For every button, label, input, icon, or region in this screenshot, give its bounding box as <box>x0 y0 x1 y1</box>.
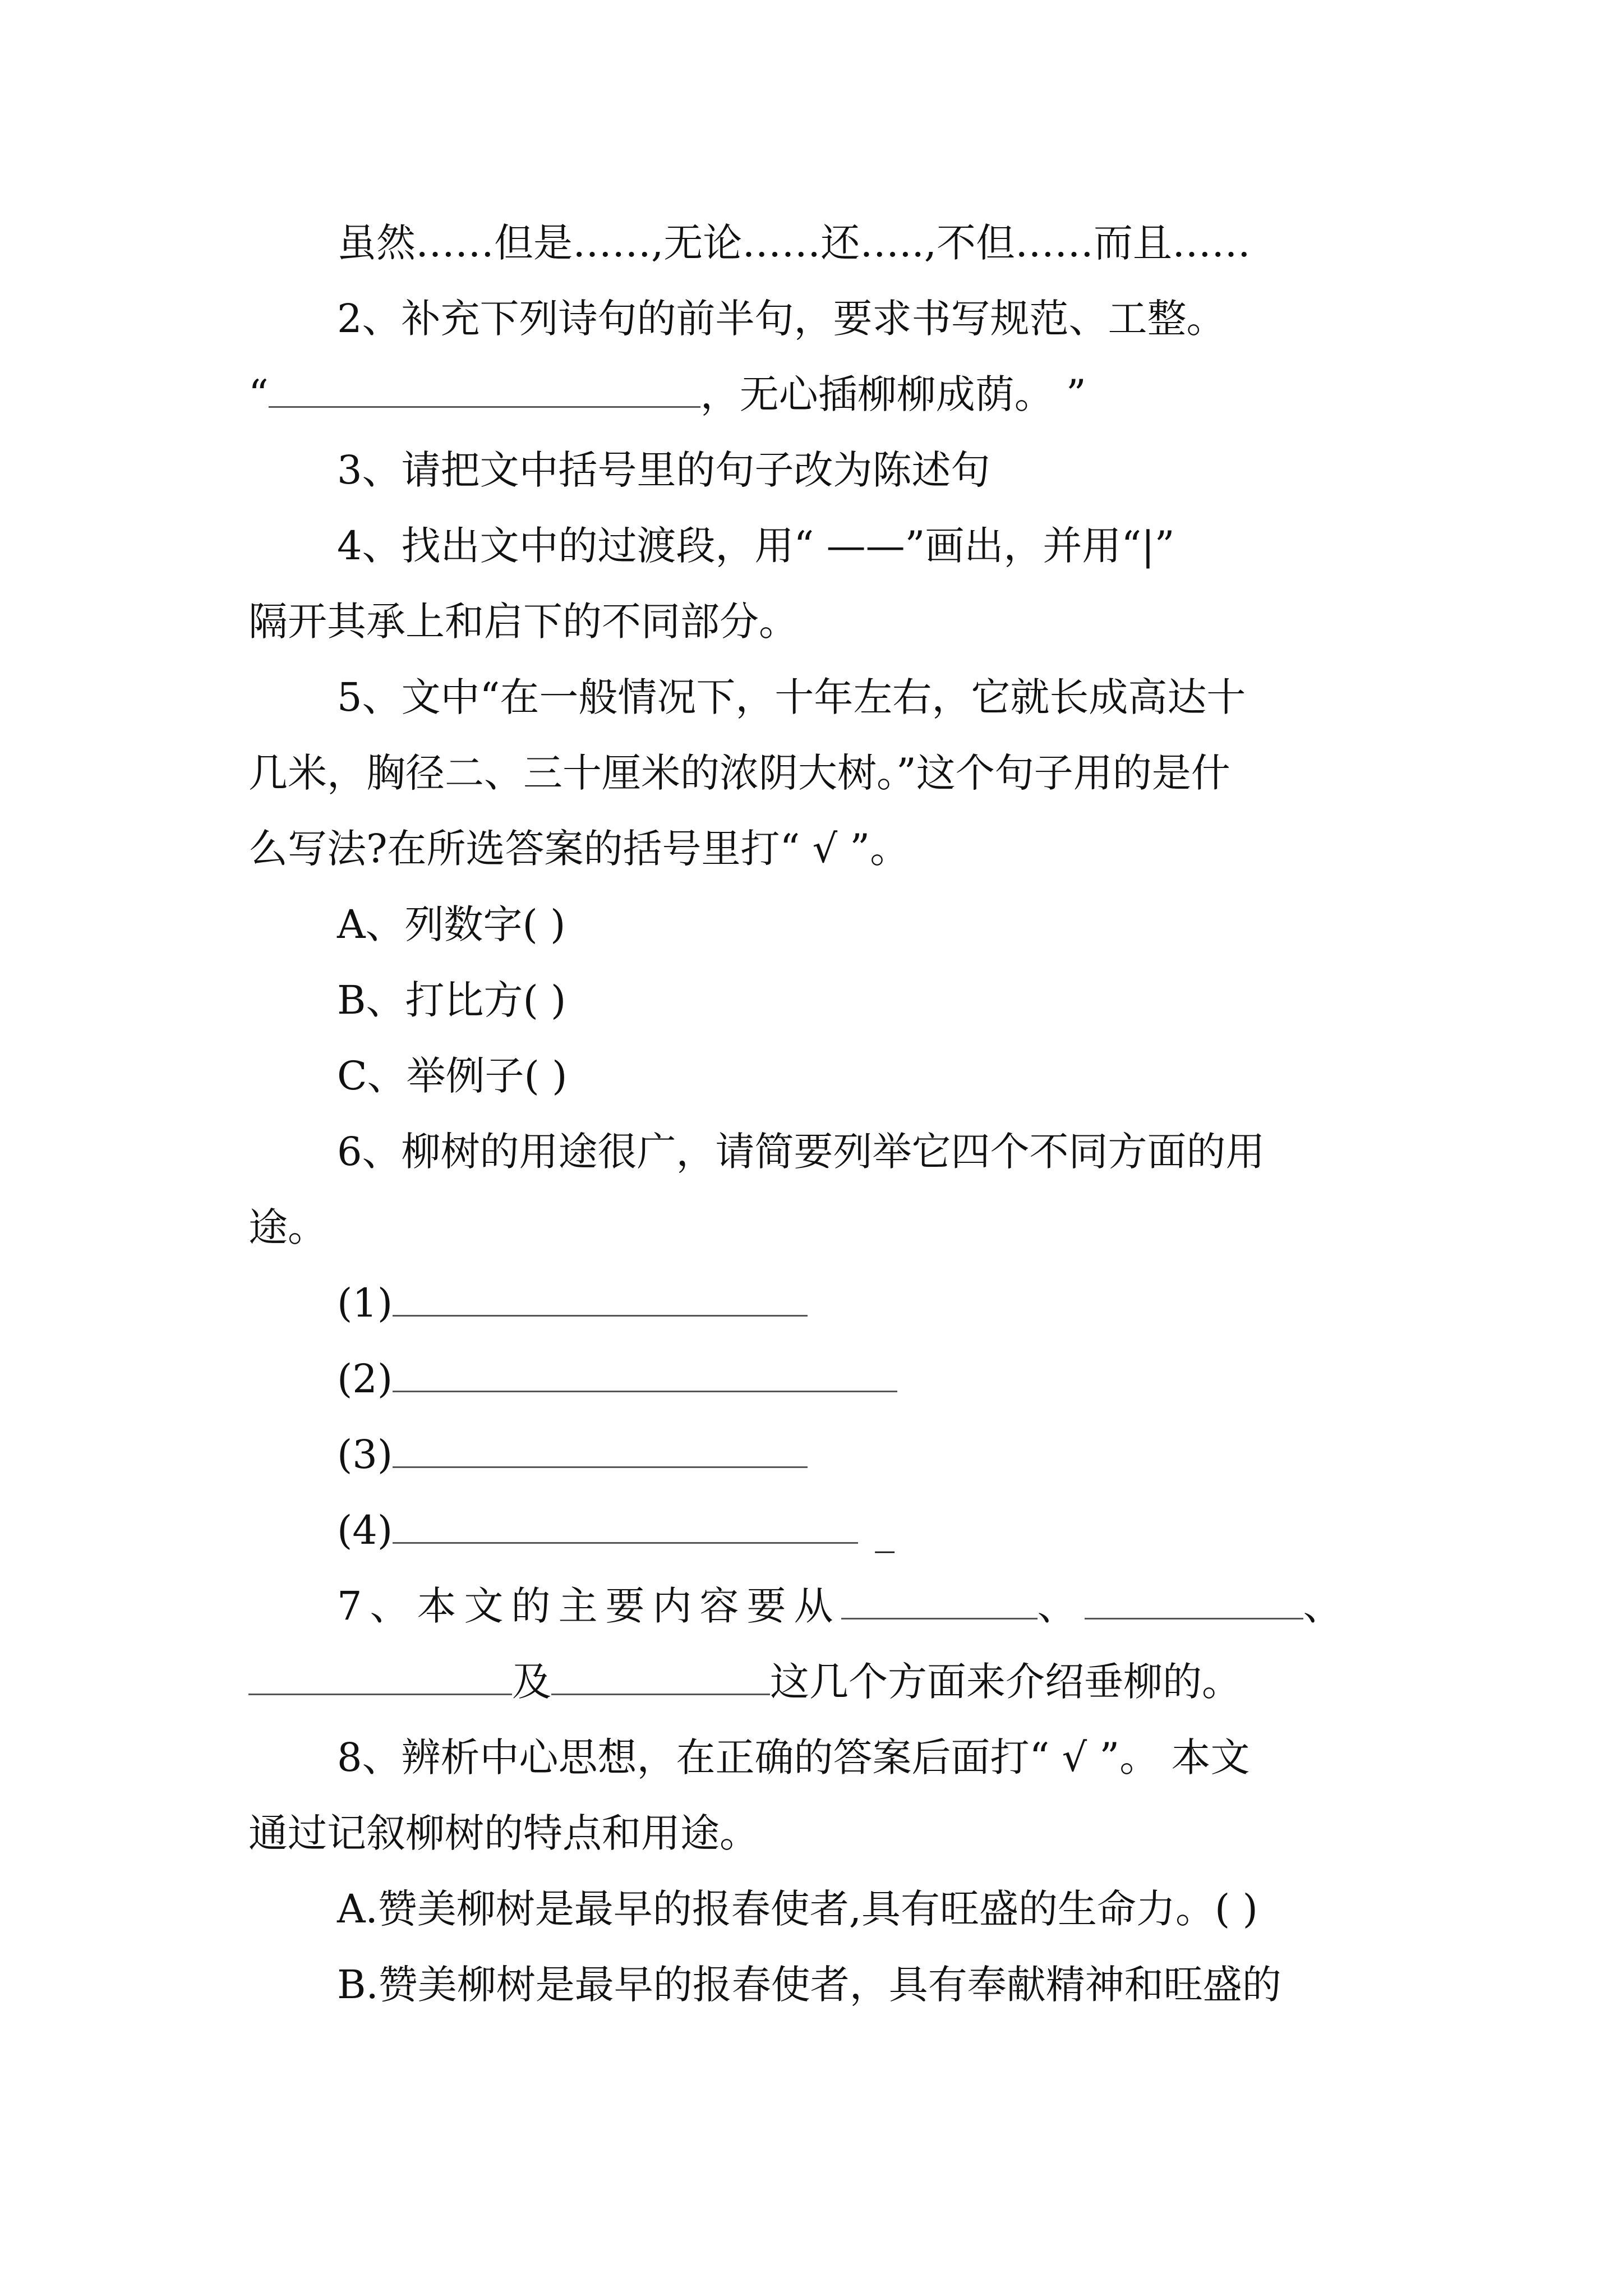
use-answer-2 <box>337 1351 1391 1407</box>
conj-and: 及 <box>512 1659 551 1705</box>
connective-examples-line: 虽然……但是……,无论……还…..,不但……而且…… <box>337 220 1251 266</box>
question-7-text: 7、本文的主要内容要从 <box>337 1583 841 1629</box>
use-blank-2[interactable] <box>393 1356 897 1392</box>
content-blank-3[interactable] <box>248 1659 512 1695</box>
question-7-line-2 <box>248 1654 1393 1710</box>
theme-option-a[interactable]: A.赞美柳树是最早的报春使者,具有旺盛的生命力。( ) <box>337 1886 1258 1932</box>
use-blank-4[interactable] <box>393 1507 858 1544</box>
question-3-text: 3、请把文中括号里的句子改为陈述句 <box>337 447 990 493</box>
poem-second-half: ，无心插柳柳成荫。 ” <box>700 371 1086 417</box>
question-7-line-1 <box>337 1578 1391 1634</box>
use-label-4: (4) <box>337 1507 393 1553</box>
question-7-tail: 这几个方面来介绍垂柳的。 <box>770 1659 1241 1705</box>
option-b-analogy[interactable]: B、打比方( ) <box>337 977 566 1023</box>
question-6-text-cont: 途。 <box>248 1204 327 1250</box>
question-4-text: 4、找出文中的过渡段，用“ ——”画出，并用“|” <box>337 523 1175 569</box>
question-8-text-cont: 通过记叙柳树的特点和用途。 <box>248 1810 759 1856</box>
content-blank-1[interactable] <box>841 1583 1038 1619</box>
content-blank-4[interactable] <box>551 1659 770 1695</box>
poem-fill-line <box>248 366 1393 422</box>
use-label-3: (3) <box>337 1432 393 1478</box>
use-label-1: (1) <box>337 1280 393 1326</box>
question-5-text: 5、文中“在一般情况下，十年左右，它就长成高达十 <box>337 674 1246 720</box>
option-a-list-numbers[interactable]: A、列数字( ) <box>337 901 566 947</box>
separator-1: 、 <box>1037 1583 1085 1629</box>
use-answer-1 <box>337 1275 1391 1331</box>
question-8-text: 8、辨析中心思想，在正确的答案后面打“ √ ”。 本文 <box>337 1734 1250 1780</box>
question-5-text-cont-1: 几米，胸径二、三十厘米的浓阴大树。”这个句子用的是什 <box>248 750 1230 796</box>
question-6-text: 6、柳树的用途很广，请简要列举它四个不同方面的用 <box>337 1129 1265 1175</box>
use-blank-3[interactable] <box>393 1432 808 1468</box>
use-label-2: (2) <box>337 1356 393 1402</box>
option-c-examples[interactable]: C、举例子( ) <box>337 1053 568 1099</box>
separator-2: 、 <box>1303 1583 1350 1629</box>
question-5-text-cont-2: 么写法?在所选答案的括号里打“ √ ”。 <box>248 826 910 872</box>
question-2-text: 2、补充下列诗句的前半句，要求书写规范、工整。 <box>337 296 1226 342</box>
poem-first-half-blank[interactable] <box>269 371 700 408</box>
use-4-trailing-underscore: _ <box>875 1507 895 1553</box>
use-blank-1[interactable] <box>393 1280 808 1317</box>
theme-option-b[interactable]: B.赞美柳树是最早的报春使者，具有奉献精神和旺盛的 <box>337 1962 1281 2008</box>
use-answer-4 <box>337 1502 1391 1558</box>
question-4-text-cont: 隔开其承上和启下的不同部分。 <box>248 599 798 645</box>
content-blank-2[interactable] <box>1085 1583 1303 1619</box>
open-quote: “ <box>248 371 269 417</box>
use-answer-3 <box>337 1427 1391 1483</box>
